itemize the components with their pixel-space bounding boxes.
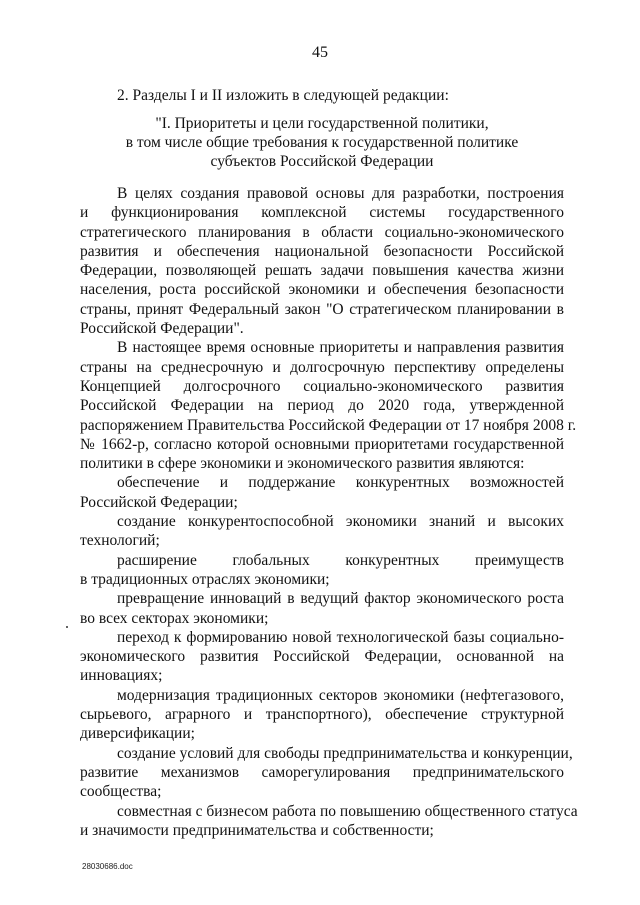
paragraph [80,184,564,338]
text-line: страны, принят Федеральный закон "О стратегическом планировании в [80,300,564,318]
text-line: создание конкурентоспособной экономики знаний и высоких [117,513,564,531]
page-number: 45 [312,44,328,61]
text-line: экономического развития Российской Федерации, основанной на [80,648,564,666]
text-line: в традиционных отраслях экономики; [80,570,330,588]
text-line: обеспечение и поддержание конкурентных возможностей [117,474,564,492]
text-line: В настоящее время основные приоритеты и направления развития [117,339,564,357]
document-body [80,184,578,840]
text-line: Российской Федерации". [80,320,244,338]
text-line: и значимости предпринимательства и собственности; [80,821,434,839]
text-line: В целях создания правовой основы для разработки, построения [117,185,564,202]
text-line: стратегического планирования в области социально-экономического [80,223,564,241]
heading-line: "I. Приоритеты и цели государственной политики, [155,115,489,132]
heading-line: в том числе общие требования к государственной политике [125,134,519,151]
text-line: Российской Федерации; [80,493,238,511]
text-line: развитие механизмов саморегулирования предпринимательского [80,763,564,781]
heading-line: субъектов Российской Федерации [210,153,434,170]
paragraph [80,686,564,744]
text-line: Федерации, позволяющей решать задачи повышения качества жизни [80,262,564,280]
text-line: и функционирования комплексной системы государственного [80,204,564,222]
text-line: диверсификации; [80,725,195,743]
text-line: населения, роста российской экономики и обеспечения безопасности [80,281,564,299]
text-line: создание условий для свободы предпринимательства и конкуренции, [117,744,573,762]
text-line: расширение глобальных конкурентных преимуществ [117,551,564,569]
paragraph [80,512,564,551]
lead-sentence: 2. Разделы I и II изложить в следующей редакции: [117,87,449,104]
text-line: сообщества; [80,783,162,801]
text-line: совместная с бизнесом работа по повышению общественного статуса [117,802,578,820]
text-line: политики в сфере экономики и экономического развития являются: [80,455,525,473]
text-line: инновациях; [80,667,163,685]
text-line: страны на среднесрочную и долгосрочную перспективу определены [80,358,564,376]
text-line: Российской Федерации на период до 2020 года, утвержденной [80,397,564,415]
paragraph [80,551,564,590]
paragraph [80,744,573,802]
text-line: № 1662-р, согласно которой основными приоритетами государственной [80,435,564,453]
text-line: превращение инноваций в ведущий фактор экономического роста [117,590,564,608]
text-line: модернизация традиционных секторов экономики (нефтегазового, [117,686,564,704]
paragraph [80,338,577,473]
paragraph [80,802,578,841]
text-line: сырьевого, аграрного и транспортного), обеспечение структурной [80,706,564,724]
text-line: переход к формированию новой технологической базы социально- [117,628,564,646]
text-line: во всех секторах экономики; [80,609,269,627]
file-name-footer: 28030686.doc [82,862,133,871]
text-line: Концепцией долгосрочного социально-экономического развития [80,377,564,395]
text-line: распоряжением Правительства Российской Федерации от 17 ноября 2008 г. [80,416,577,434]
text-line: технологий; [80,532,160,550]
paragraph [80,473,564,512]
section-heading [80,114,564,171]
paragraph [80,628,564,686]
paragraph [80,589,564,628]
scan-speck [66,626,68,628]
text-line: развития и обеспечения национальной безопасности Российской [80,242,564,260]
